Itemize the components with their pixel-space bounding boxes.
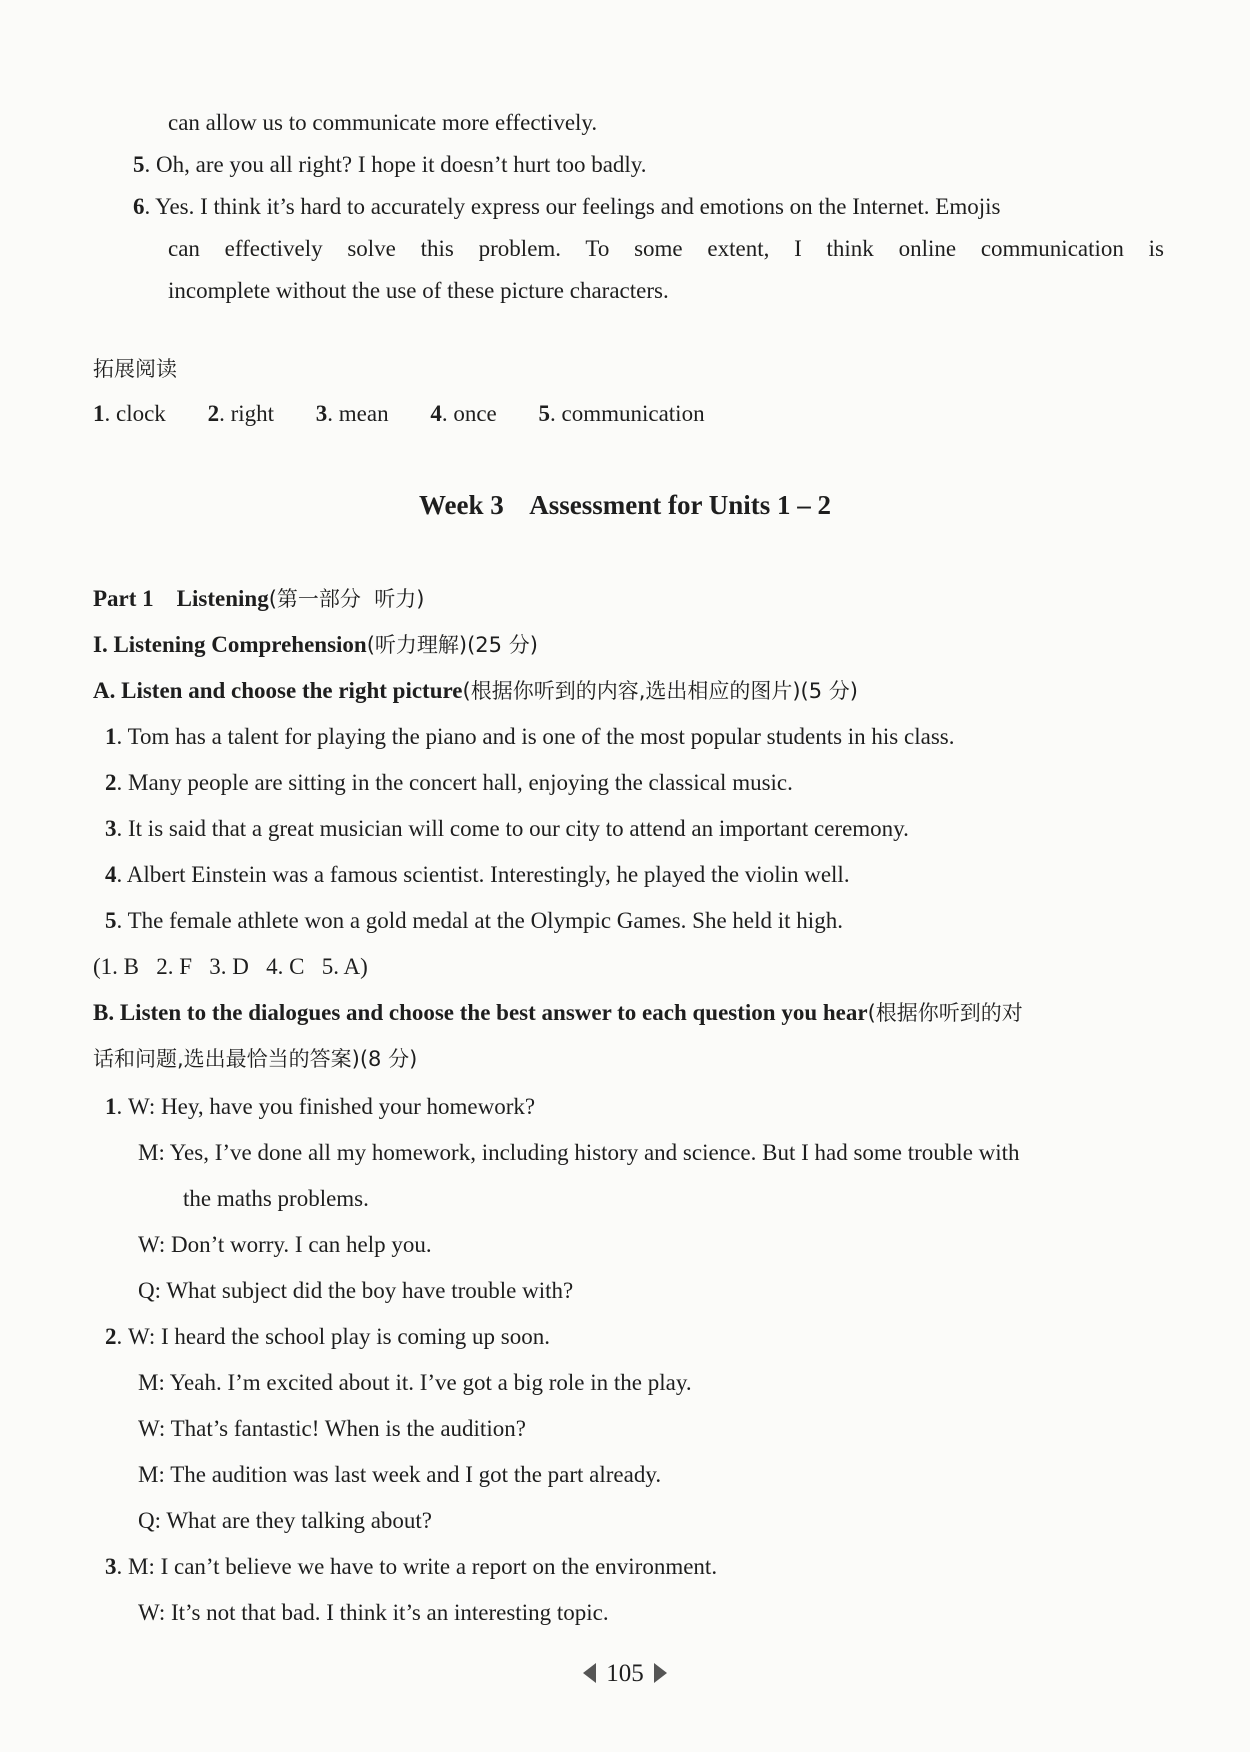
- speaker-label: W:: [138, 1416, 166, 1441]
- dialogue-line: [138, 1460, 661, 1490]
- speaker-label: M:: [138, 1370, 165, 1395]
- dialogue-text: That’s fantastic! When is the audition?: [170, 1416, 526, 1441]
- speaker-label: W:: [128, 1324, 156, 1349]
- item-text: clock: [116, 401, 166, 426]
- item-text: The female athlete won a gold medal at the Olympic Games. She held it high.: [127, 908, 843, 933]
- item-text: Yes. I think it’s hard to accurately express our feelings and emotions on the Internet. Emojis: [155, 194, 1001, 219]
- speaker-label: W:: [128, 1094, 156, 1119]
- item-text: Many people are sitting in the concert hall, enjoying the classical music.: [128, 770, 793, 795]
- item-number: 1: [93, 401, 105, 426]
- speaker-label: Q:: [138, 1508, 161, 1533]
- section-label-cn: (根据你听到的内容,选出相应的图片)(5 分): [462, 679, 858, 703]
- page-footer: [0, 1660, 1250, 1688]
- part-label: Part 1 Listening: [93, 586, 269, 611]
- speaker-label: Q:: [138, 1278, 161, 1303]
- section-heading: [93, 998, 1023, 1028]
- text-line: can effectively solve this problem. To some extent, I think online communication is: [168, 236, 1164, 261]
- item-number: 6: [133, 194, 145, 219]
- item-number: 4: [430, 401, 442, 426]
- dialogue-text: the maths problems.: [183, 1186, 369, 1211]
- section-heading: [93, 676, 858, 706]
- text-line: incomplete without the use of these picture characters.: [168, 278, 669, 303]
- dialogue-line: [138, 1506, 432, 1536]
- dialogue-line: [138, 1230, 432, 1260]
- section-label-cn: (听力理解)(25 分): [366, 633, 538, 657]
- dialogue-text: Yes, I’ve done all my homework, including history and science. But I had some trouble with: [169, 1140, 1020, 1165]
- answer-key: (1. B 2. F 3. D 4. C 5. A): [93, 954, 368, 979]
- page-number: 105: [606, 1660, 644, 1687]
- item-number: 2: [105, 770, 117, 795]
- list-item: 2. Many people are sitting in the concert hall, enjoying the classical music.: [105, 770, 793, 795]
- section-label: A. Listen and choose the right picture: [93, 678, 463, 703]
- item-number: 2: [207, 401, 220, 426]
- item-text: Tom has a talent for playing the piano and is one of the most popular students in his class.: [127, 724, 955, 749]
- text-line: can allow us to communicate more effectively.: [168, 110, 598, 135]
- dialogue-text: The audition was last week and I got the part already.: [170, 1462, 662, 1487]
- dialogue-text: What subject did the boy have trouble with?: [166, 1278, 574, 1303]
- answer-item: 5. communication: [538, 401, 705, 426]
- dialogue-text: Hey, have you finished your homework?: [161, 1094, 536, 1119]
- dialogue-text: I can’t believe we have to write a report on the environment.: [160, 1554, 718, 1579]
- page-title: Week 3 Assessment for Units 1 – 2: [418, 490, 831, 520]
- answer-5: 5. Oh, are you all right? I hope it doesn’t hurt too badly.: [133, 152, 647, 177]
- section-label: B. Listen to the dialogues and choose the best answer to each question you hear: [93, 1000, 868, 1025]
- dialogue-line: [138, 1414, 526, 1444]
- answer-6: 6. Yes. I think it’s hard to accurately express our feelings and emotions on the Internet. Emojis: [133, 194, 1001, 219]
- item-text: right: [230, 401, 275, 426]
- dialogue-line: [138, 1276, 573, 1306]
- item-text: once: [453, 401, 497, 426]
- item-number: 3: [315, 401, 328, 426]
- item-number: 5: [538, 401, 550, 426]
- answer-item: 4. once: [430, 401, 497, 426]
- answer-list: [93, 399, 741, 429]
- item-number: 1: [105, 724, 117, 749]
- dialogue-text: Yeah. I’m excited about it. I’ve got a big role in the play.: [169, 1370, 692, 1395]
- item-number: 3: [105, 1554, 117, 1579]
- answer-item: 3. mean: [315, 401, 389, 426]
- part-label-cn: (第一部分 听力): [268, 587, 425, 611]
- list-item: 5. The female athlete won a gold medal at the Olympic Games. She held it high.: [105, 908, 843, 933]
- answer-item: 2. right: [207, 401, 275, 426]
- list-item: 3. It is said that a great musician will come to our city to attend an important ceremony.: [105, 816, 909, 841]
- next-page-arrow-icon: [654, 1663, 667, 1683]
- speaker-label: W:: [138, 1600, 166, 1625]
- part-heading: [93, 584, 424, 614]
- section-label-cn: (根据你听到的对: [867, 1001, 1023, 1025]
- item-text: It is said that a great musician will come to our city to attend an important ceremony.: [128, 816, 909, 841]
- dialogue-line: [138, 1598, 609, 1628]
- answer-item: 1. clock: [93, 401, 166, 426]
- dialogue-text: Don’t worry. I can help you.: [171, 1232, 432, 1257]
- list-item: 1. Tom has a talent for playing the piano and is one of the most popular students in his class.: [105, 724, 955, 749]
- dialogue-line: 3. M: I can’t believe we have to write a report on the environment.: [105, 1552, 717, 1582]
- item-number: 5: [105, 908, 117, 933]
- item-number: 3: [105, 816, 117, 841]
- dialogue-line: [138, 1138, 1020, 1168]
- dialogue-text: It’s not that bad. I think it’s an interesting topic.: [171, 1600, 609, 1625]
- section-heading: [93, 630, 538, 660]
- dialogue-line: [138, 1368, 692, 1398]
- item-text: Albert Einstein was a famous scientist. Interestingly, he played the violin well.: [126, 862, 850, 887]
- dialogue-line: 1. W: Hey, have you finished your homework?: [105, 1092, 535, 1122]
- item-text: Oh, are you all right? I hope it doesn’t hurt too badly.: [156, 152, 647, 177]
- speaker-label: W:: [138, 1232, 166, 1257]
- prev-page-arrow-icon: [583, 1663, 596, 1683]
- list-item: 4. Albert Einstein was a famous scientist. Interestingly, he played the violin well.: [105, 862, 850, 887]
- item-number: 5: [133, 152, 145, 177]
- item-text: communication: [561, 401, 705, 426]
- section-label: I. Listening Comprehension: [93, 632, 367, 657]
- speaker-label: M:: [128, 1554, 155, 1579]
- item-number: 1: [105, 1094, 117, 1119]
- speaker-label: M:: [138, 1140, 165, 1165]
- dialogue-text: What are they talking about?: [166, 1508, 433, 1533]
- item-number: 4: [105, 862, 117, 887]
- section-label-cn: 话和问题,选出最恰当的答案)(8 分): [93, 1047, 418, 1071]
- section-heading: 拓展阅读: [93, 357, 177, 381]
- speaker-label: M:: [138, 1462, 165, 1487]
- item-text: mean: [338, 401, 389, 426]
- item-number: 2: [105, 1324, 117, 1349]
- dialogue-line: 2. W: I heard the school play is coming up soon.: [105, 1322, 550, 1352]
- dialogue-text: I heard the school play is coming up soon.: [161, 1324, 551, 1349]
